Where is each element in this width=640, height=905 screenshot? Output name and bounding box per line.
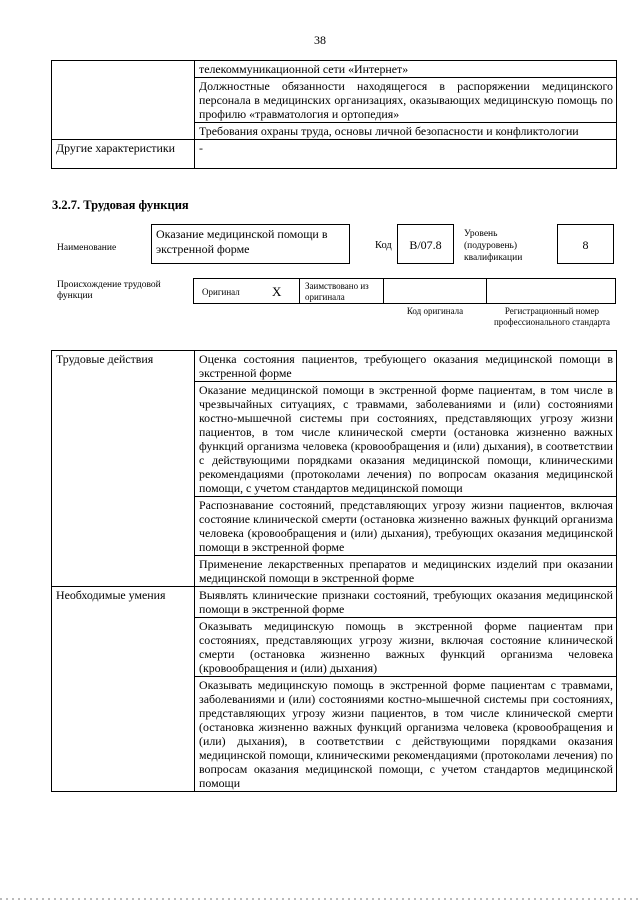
labor-function-table <box>51 350 617 792</box>
table-cell-text: Выявлять клинические признаки состояний, требующих оказания медицинской помощи в экстренной форме <box>195 587 617 618</box>
original-cell <box>193 278 300 304</box>
name-value: Оказание медицинской помощи в экстренной форме <box>156 227 328 256</box>
level-label: Уровень (подуровень) квалификации <box>464 229 523 263</box>
code-value: B/07.8 <box>409 238 442 252</box>
origin-label: Происхождение трудовой функции <box>57 280 161 301</box>
table-cell-label: Другие характеристики <box>52 140 195 169</box>
table-cell-text: Распознавание состояний, представляющих угрозу жизни пациентов, включая состояние клинической смерти (остановка жизненно важных функций организма человека (кровообращения и (или) дыхания), требующих оказания медицинской помощи в экстренной форме <box>195 497 617 556</box>
group-label: Необходимые умения <box>52 587 195 792</box>
name-value-box <box>151 224 350 264</box>
name-label: Наименование <box>57 243 117 253</box>
table-row <box>52 61 617 78</box>
level-value-box <box>557 224 614 264</box>
table-cell-text: Оказание медицинской помощи в экстренной форме пациентам, в том числе в чрезвычайных ситуациях, с травмами, заболеваниями и (или) состояниями костно-мышечной системы при состояниях, представляющих угрозу жизни пациентов, в том числе клинической смерти (остановка жизненно важных функций организма человека (кровообращения и (или) дыхания), в соответствии с действующими порядками оказания медицинской помощи, клиническими рекомендациями (протоколами лечения) по вопросам оказания медицинской помощи, с учетом стандартов медицинской помощи <box>195 382 617 497</box>
table-cell-label <box>52 61 195 140</box>
original-code-caption: Код оригинала <box>406 306 464 316</box>
level-value: 8 <box>582 238 589 252</box>
characteristics-table <box>51 60 617 169</box>
table-cell-text: Оказывать медицинскую помощь в экстренной форме пациентам при состояниях, представляющих угрозу жизни, включая состояние клинической смерти (остановка жизненно важных функций организма человека (кровообращения и (или) дыхания) <box>195 618 617 677</box>
group-label: Трудовые действия <box>52 351 195 587</box>
borrowed-label: Заимствовано из оригинала <box>305 281 369 302</box>
table-cell-text: Оценка состояния пациентов, требующего оказания медицинской помощи в экстренной форме <box>195 351 617 382</box>
table-cell-text: Должностные обязанности находящегося в распоряжении медицинского персонала в медицинских организациях, оказывающих медицинскую помощь по профилю «травматология и ортопедия» <box>195 78 617 123</box>
table-cell-text: - <box>195 140 617 169</box>
reg-number-cell <box>486 278 616 304</box>
original-label: Оригинал <box>202 287 240 297</box>
table-cell-text: Оказывать медицинскую помощь в экстренной форме пациентам с травмами, заболеваниями и (или) состояниями костно-мышечной системы при состояниях, представляющих угрозу жизни пациентов, в том числе клинической смерти (остановка жизненно важных функций организма человека (кровообращения и (или) дыхания), в соответствии с действующими порядками оказания медицинской помощи, клиническими рекомендациями (протоколами лечения) по вопросам оказания медицинской помощи, с учетом стандартов медицинской помощи <box>195 677 617 792</box>
table-cell-text: Применение лекарственных препаратов и медицинских изделий при оказании медицинской помощи в экстренной форме <box>195 556 617 587</box>
table-row <box>52 351 617 382</box>
table-cell-text: телекоммуникационной сети «Интернет» <box>195 61 617 78</box>
table-row <box>52 140 617 169</box>
original-code-cell <box>383 278 487 304</box>
section-title: 3.2.7. Трудовая функция <box>52 198 189 212</box>
scan-edge <box>0 898 640 900</box>
page-number: 38 <box>314 33 326 47</box>
original-mark: X <box>272 284 282 299</box>
code-label: Код <box>375 240 392 251</box>
reg-number-caption: Регистрационный номер профессионального стандарта <box>493 306 611 327</box>
borrowed-cell <box>299 278 384 304</box>
table-cell-text: Требования охраны труда, основы личной безопасности и конфликтологии <box>195 123 617 140</box>
table-row <box>52 587 617 618</box>
code-value-box <box>397 224 454 264</box>
